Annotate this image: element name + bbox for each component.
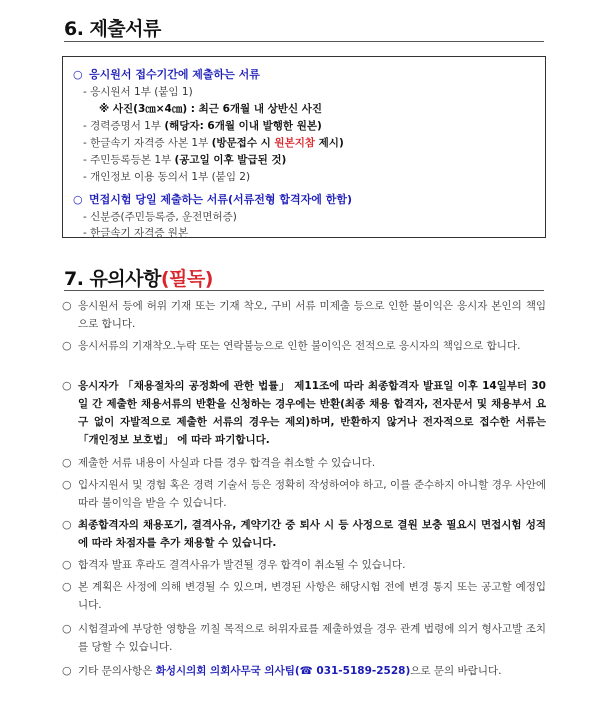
section-7-number: 7. [64, 268, 84, 290]
circle-bullet-icon: ○ [62, 478, 72, 491]
note-item: ○ 응시자가 「채용절차의 공정화에 관한 법률」 제11조에 따라 최종합격자 발표일 이후 14일부터 30일 간 제출한 채용서류의 반환을 신청하는 경우에는 반환(최종 채용 합격자, 전자문서 및 채용부서 요구 없이 자발적으로 제출한 서류의 경우는 제외)하며, 반환하지 않거나 전자적으로 접수한 서류는 「개인정보 보호법」 에 따라 파기합니다. [62, 379, 546, 446]
doc-item-application: - 응시원서 1부 (붙임 1) [83, 86, 193, 98]
circle-bullet-icon: ○ [62, 580, 72, 593]
section-7-heading: 유의사항 [89, 268, 161, 290]
circle-bullet-icon: ○ [73, 68, 83, 81]
group-1-heading: ○ 응시원서 접수기간에 제출하는 서류 [73, 68, 260, 81]
section-6-title [64, 14, 161, 41]
circle-bullet-icon: ○ [62, 379, 72, 392]
doc-item-career: - 경력증명서 1부 (해당자: 6개월 이내 발행한 원본) [83, 120, 322, 132]
circle-bullet-icon: ○ [62, 664, 72, 677]
circle-bullet-icon: ○ [62, 456, 72, 469]
doc-item-id-card: - 신분증(주민등록증, 운전면허증) [83, 211, 237, 223]
circle-bullet-icon: ○ [62, 299, 72, 312]
doc-item-photo-note: ※ 사진(3㎝×4㎝) : 최근 6개월 내 상반신 사진 [99, 103, 323, 115]
must-read-badge: (필독) [160, 268, 213, 290]
note-item: ○ 응시서류의 기재착오.누락 또는 연락불능으로 인한 불이익은 전적으로 응시자의 책임으로 합니다. [62, 337, 546, 355]
note-item: ○ 본 계획은 사정에 의해 변경될 수 있으며, 변경된 사항은 해당시험 전에 변경 통지 또는 공고할 예정입니다. [62, 580, 546, 611]
section-6-number: 6. [64, 18, 84, 40]
section-7-title [64, 264, 213, 291]
note-item: ○ 최종합격자의 채용포기, 결격사유, 계약기간 중 퇴사 시 등 사정으로 결원 보충 필요시 면접시험 성적에 따라 차점자를 추가 채용할 수 있습니다. [62, 518, 546, 549]
circle-bullet-icon: ○ [62, 558, 72, 571]
doc-item-privacy-consent: - 개인정보 이용 동의서 1부 (붙임 2) [83, 171, 251, 183]
note-item: ○ 입사지원서 및 경험 혹은 경력 기술서 등은 정확히 작성하여야 하고, 이를 준수하지 아니할 경우 사안에 따라 불이익을 받을 수 있습니다. [62, 478, 546, 509]
section-6-divider [64, 41, 544, 42]
doc-item-certificate-copy: - 한글속기 자격증 사본 1부 (방문접수 시 원본지참 제시) [83, 137, 344, 149]
section-7-divider [64, 290, 544, 291]
group-2-heading: ○ 면접시험 당일 제출하는 서류(서류전형 합격자에 한함) [73, 193, 352, 206]
note-item: ○ 합격자 발표 후라도 결격사유가 발견될 경우 합격이 취소될 수 있습니다. [62, 556, 546, 574]
circle-bullet-icon: ○ [62, 518, 72, 531]
doc-item-certificate-original: - 한글속기 자격증 원본 [83, 227, 189, 239]
section-6-heading: 제출서류 [89, 18, 161, 40]
note-item-contact: ○ 기타 문의사항은 화성시의회 의회사무국 의사팀(☎ 031-5189-2528)으로 문의 바랍니다. [62, 662, 546, 680]
note-item: ○ 응시원서 등에 허위 기재 또는 기재 착오, 구비 서류 미제출 등으로 인한 불이익은 응시자 본인의 책임으로 합니다. [62, 299, 546, 330]
note-item: ○ 시험결과에 부당한 영향을 끼칠 목적으로 허위자료를 제출하였을 경우 관계 법령에 의거 형사고발 조치를 당할 수 있습니다. [62, 622, 546, 653]
documents-box [62, 56, 546, 238]
contact-info: 화성시의회 의회사무국 의사팀(☎ 031-5189-2528) [155, 665, 411, 677]
circle-bullet-icon: ○ [73, 193, 83, 206]
note-item: ○ 제출한 서류 내용이 사실과 다를 경우 합격을 취소할 수 있습니다. [62, 454, 546, 472]
circle-bullet-icon: ○ [62, 622, 72, 635]
doc-item-resident-record: - 주민등록등본 1부 (공고일 이후 발급된 것) [83, 154, 287, 166]
circle-bullet-icon: ○ [62, 339, 72, 352]
